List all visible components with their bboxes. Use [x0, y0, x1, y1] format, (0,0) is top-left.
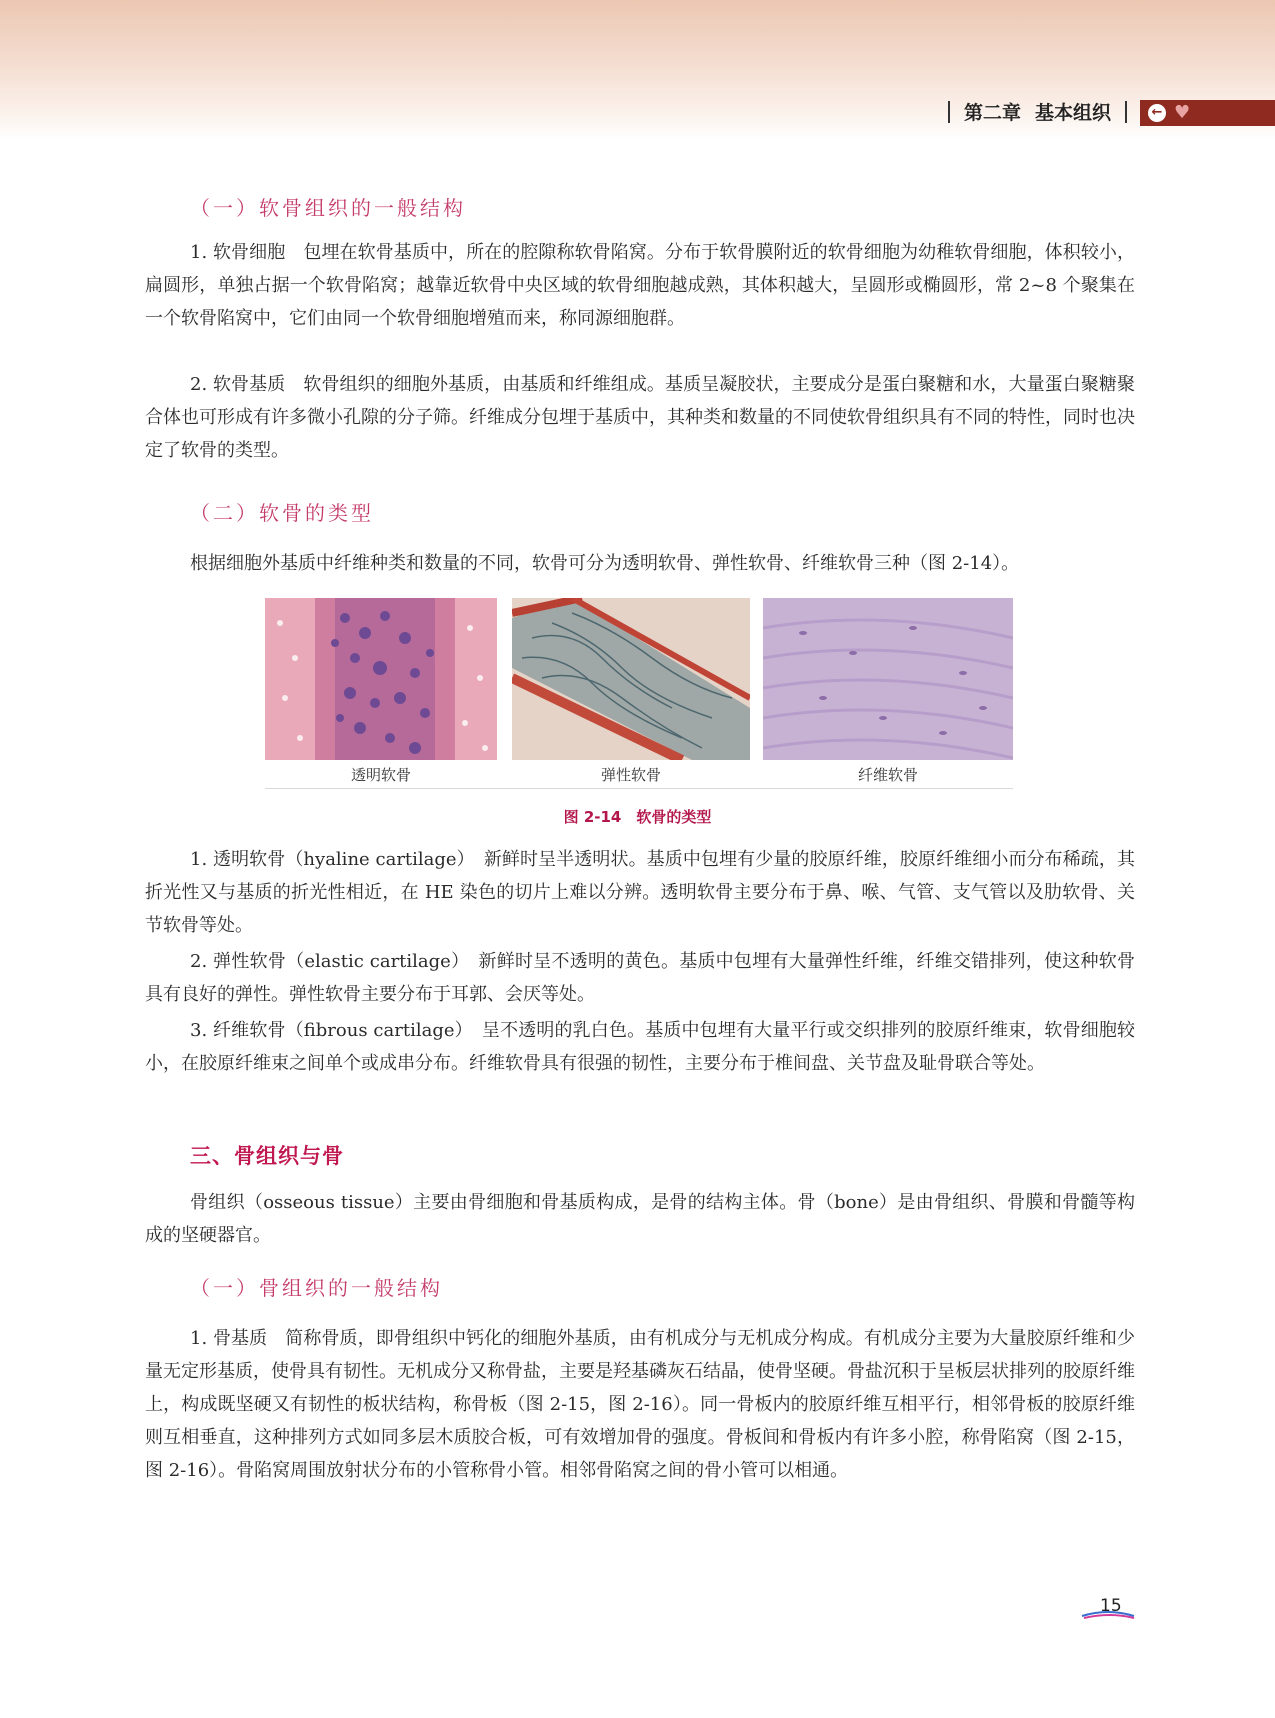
chapter-header [948, 98, 1127, 125]
caption-elastic: 弹性软骨 [600, 766, 661, 784]
paragraph: 根据细胞外基质中纤维种类和数量的不同，软骨可分为透明软骨、弹性软骨、纤维软骨三种（图 2-14）。 [190, 553, 1020, 574]
figure-cartilage-types [265, 598, 1013, 788]
section-heading-main: 三、骨组织与骨 [190, 1143, 344, 1168]
figure-caption-row [265, 764, 1013, 789]
caption-fibrous: 纤维软骨 [857, 766, 918, 784]
page-number-text: 15 [1100, 1596, 1122, 1616]
header-divider-right [1125, 101, 1127, 123]
paragraph: 2. 软骨基质 软骨组织的细胞外基质，由基质和纤维组成。基质呈凝胶状，主要成分是蛋白聚糖和水，大量蛋白聚糖聚合体也可形成有许多微小孔隙的分子筛。纤维成分包埋于基质中，其种类和数量的不同使软骨组织具有不同的特性，同时也决定了软骨的类型。 [145, 374, 1135, 461]
chapter-number: 第二章 [963, 102, 1021, 124]
elastic-cartilage-image [512, 598, 750, 760]
back-arrow-icon: ← [1148, 104, 1166, 122]
section-heading: （一）骨组织的一般结构 [190, 1276, 443, 1300]
section-heading: （一）软骨组织的一般结构 [190, 196, 466, 220]
paragraph: 3. 纤维软骨（fibrous cartilage） 呈不透明的乳白色。基质中包埋有大量平行或交织排列的胶原纤维束，软骨细胞较小，在胶原纤维束之间单个或成串分布。纤维软骨具有很强的韧性，主要分布于椎间盘、关节盘及耻骨联合等处。 [145, 1020, 1135, 1074]
figure-title: 图 2-14 软骨的类型 [563, 808, 712, 826]
hyaline-cartilage-image [265, 598, 497, 760]
heart-icon: ♥ [1174, 102, 1191, 123]
page-number [1080, 1596, 1140, 1622]
caption-hyaline: 透明软骨 [350, 766, 411, 784]
header-divider-left [948, 101, 950, 123]
chapter-title: 基本组织 [1034, 102, 1111, 124]
fibrous-cartilage-image [763, 598, 1013, 760]
paragraph: 2. 弹性软骨（elastic cartilage） 新鲜时呈不透明的黄色。基质中包埋有大量弹性纤维，纤维交错排列，使这种软骨具有良好的弹性。弹性软骨主要分布于耳郭、会厌等处。 [145, 951, 1135, 1005]
section-heading: （二）软骨的类型 [190, 501, 374, 525]
paragraph: 1. 骨基质 简称骨质，即骨组织中钙化的细胞外基质，由有机成分与无机成分构成。有机成分主要为大量胶原纤维和少量无定形基质，使骨具有韧性。无机成分又称骨盐，主要是羟基磷灰石结晶，使骨坚硬。骨盐沉积于呈板层状排列的胶原纤维上，构成既坚硬又有韧性的板状结构，称骨板（图 2-15，图 2-16）。同一骨板内的胶原纤维互相平行，相邻骨板的胶原纤维则互相垂直，这种排列方式如同多层木质胶合板，可有效增加骨的强度。骨板间和骨板内有许多小腔，称骨陷窝（图 2-15，图 2-16）。骨陷窝周围放射状分布的小管称骨小管。相邻骨陷窝之间的骨小管可以相通。 [145, 1328, 1135, 1481]
paragraph: 1. 透明软骨（hyaline cartilage） 新鲜时呈半透明状。基质中包埋有少量的胶原纤维，胶原纤维细小而分布稀疏，其折光性又与基质的折光性相近，在 HE 染色的切片上难以分辨。透明软骨主要分布于鼻、喉、气管、支气管以及肋软骨、关节软骨等处。 [145, 849, 1135, 936]
corner-tab [1140, 100, 1275, 126]
paragraph: 1. 软骨细胞 包埋在软骨基质中，所在的腔隙称软骨陷窝。分布于软骨膜附近的软骨细胞为幼稚软骨细胞，体积较小，扁圆形，单独占据一个软骨陷窝；越靠近软骨中央区域的软骨细胞越成熟，其体积越大，呈圆形或椭圆形，常 2~8 个聚集在一个软骨陷窝中，它们由同一个软骨细胞增殖而来，称同源细胞群。 [145, 242, 1135, 329]
paragraph: 骨组织（osseous tissue）主要由骨细胞和骨基质构成，是骨的结构主体。骨（bone）是由骨组织、骨膜和骨髓等构成的坚硬器官。 [145, 1192, 1135, 1246]
